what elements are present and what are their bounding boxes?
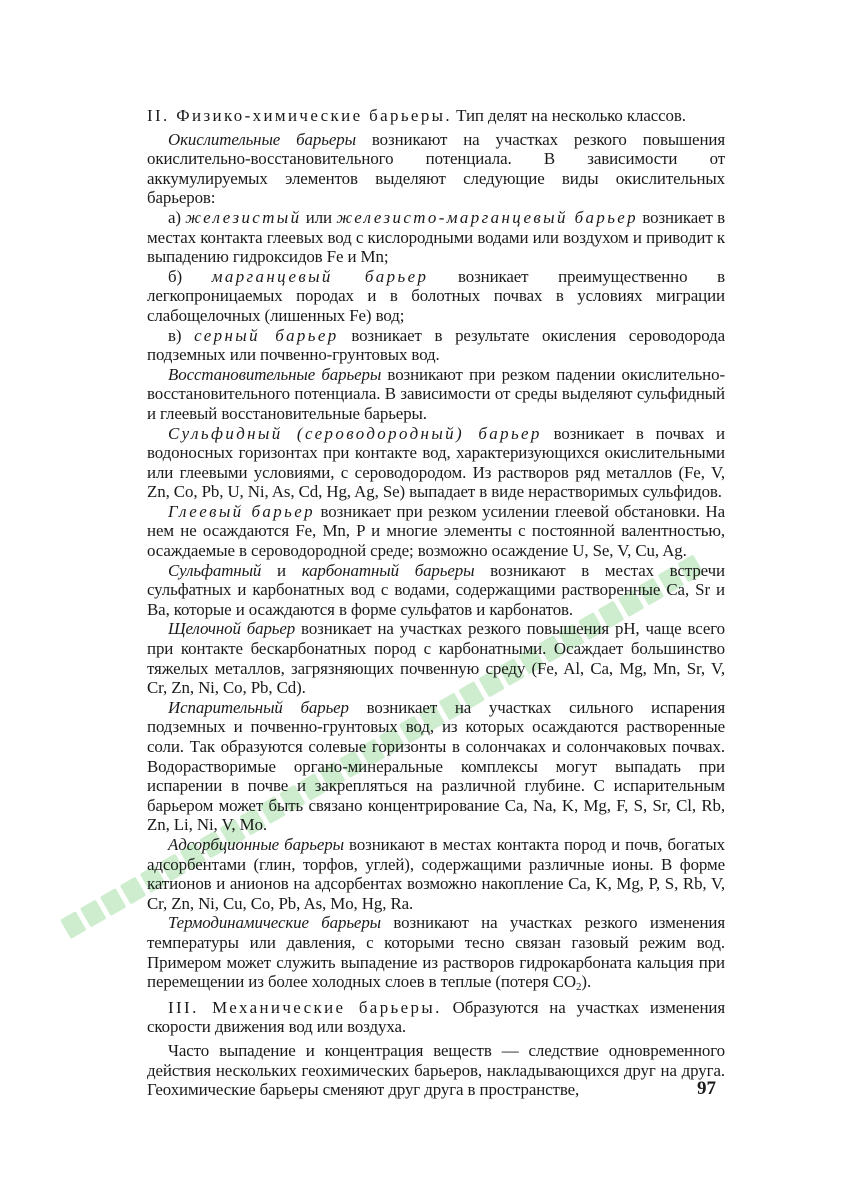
paragraph-thermodynamic: Термодинамические барьеры возникают на участках резкого изменения температуры или давления, с которыми тесно связан газовый режим вод. Примером может служить выпадение из растворов гидрокарбоната кальция при перемещении из более холодных слоев в теплые (потеря $CO_2$). bbox=[147, 913, 725, 994]
term: Щелочной барьер bbox=[168, 619, 296, 639]
heading-physico-chemical: II. Физико-химические барьеры. bbox=[147, 106, 453, 125]
term: Термодинамические барьеры bbox=[168, 913, 382, 933]
paragraph-sulfur-barrier: в) серный барьер возникает в результате окисления сероводорода подземных или почвенно-грунтовых вод. bbox=[147, 325, 725, 365]
paragraph-sulfate-carbonate: Сульфатный и карбонатный барьеры возникают в местах встречи сульфатных и карбонатных вод с водами, содержащими растворенные Ca, Sr и Ba, которые и осаждаются в форме сульфатов и карбонатов. bbox=[147, 560, 725, 619]
paragraph-adsorption: Адсорбционные барьеры возникают в местах контакта пород и почв, богатых адсорбентами (глин, торфов, углей), содержащими различные ионы. В форме катионов и анионов на адсорбентах возможно накопление Ca, K, Mg, P, S, Rb, V, Cr, Zn, Ni, Cu, Co, Pb, As, Mo, Hg, Ra. bbox=[147, 834, 725, 913]
paragraph-alkaline: Щелочной барьер возникает на участках резкого повышения pH, чаще всего при контакте бескарбонатных пород с карбонатными. Осаждает большинство тяжелых металлов, загрязняющих почвенную среду (Fe, Al, Ca, Mg, Mn, Sr, V, Cr, Zn, Ni, Co, Pb, Cd). bbox=[147, 619, 725, 698]
paragraph-oxidizing: Окислительные барьеры возникают на участках резкого повышения окислительно-восстановительного потенциала. В зависимости от аккумулируемых элементов выделяют следующие виды окислительных барьеров: bbox=[147, 129, 725, 208]
paragraph-evaporation: Испарительный барьер возникает на участках сильного испарения подземных и почвенно-грунтовых вод, из которых осаждаются растворенные соли. Так образуются солевые горизонты в солончаках и солончаковых почвах. Водорастворимые органо-минеральные комплексы могут выпадать при испарении в почве и закрепляться на различной глубине. С испарительным барьером может быть связано концентрирование Ca, Na, K, Mg, F, S, Sr, Cl, Rb, Zn, Li, Ni, V, Mo. bbox=[147, 697, 725, 835]
paragraph-reducing: Восстановительные барьеры возникают при резком падении окислительно-восстановительного потенциала. В зависимости от среды выделяют сульфидный и глеевый восстановительные барьеры. bbox=[147, 364, 725, 423]
term: Глеевый барьер bbox=[168, 501, 315, 521]
heading-mechanical: III. Механические барьеры. bbox=[168, 997, 442, 1017]
term: Испарительный барьер bbox=[168, 697, 349, 717]
paragraph-iron-barrier: а) железистый или железисто-марганцевый барьер возникает в местах контакта глеевых вод с кислородными водами или воздухом и приводит к выпадению гидроксидов Fe и Mn; bbox=[147, 207, 726, 267]
paragraph-sulfide: Сульфидный (сероводородный) барьер возникает в почвах и водоносных горизонтах при контакте вод, характеризующихся окислительными или глеевыми условиями, с сероводородом. Из растворов ряд металлов (Fe, V, Zn, Co, Pb, U, Ni, As, Cd, Hg, Ag, Se) выпадает в виде нерастворимых сульфидов. bbox=[147, 423, 725, 502]
term: Адсорбционные барьеры bbox=[168, 834, 344, 854]
paragraph-mechanical: III. Механические барьеры. Образуются на участках изменения скорости движения вод или воздуха. bbox=[147, 997, 725, 1037]
term: железистый bbox=[185, 207, 302, 227]
paragraph-conclusion: Часто выпадение и концентрация веществ — следствие одновременного действия нескольких геохимических барьеров, накладывающихся друг на друга. Геохимические барьеры сменяют друг друга в пространстве, bbox=[147, 1040, 725, 1100]
term: Восстановительные барьеры bbox=[168, 364, 382, 384]
term: Окислительные барьеры bbox=[168, 129, 356, 149]
paragraph-physico-chemical: II. Физико-химические барьеры. Тип делят на несколько классов. bbox=[147, 106, 686, 125]
paragraph-gley: Глеевый барьер возникает при резком усилении глеевой обстановки. На нем не осаждаются Fe, Mn, P и многие элементы с постоянной валентностью, осаждаемые в сероводородной среде; возможно осаждение U, Se, V, Cu, Ag. bbox=[147, 501, 726, 561]
term: железисто-марганцевый барьер bbox=[336, 207, 639, 227]
term: серный барьер bbox=[194, 325, 339, 345]
term: марганцевый барьер bbox=[211, 266, 429, 286]
body-text bbox=[147, 106, 725, 1100]
page-number: 97 bbox=[697, 1078, 716, 1099]
term: Сульфидный (сероводородный) барьер bbox=[168, 423, 542, 443]
term: Сульфатный bbox=[168, 560, 262, 580]
paragraph-manganese-barrier: б) марганцевый барьер возникает преимущественно в легкопроницаемых породах и в болотных почвах в условиях миграции слабощелочных (лишенных Fe) вод; bbox=[147, 266, 725, 325]
term: карбонатный барьеры bbox=[301, 560, 475, 580]
